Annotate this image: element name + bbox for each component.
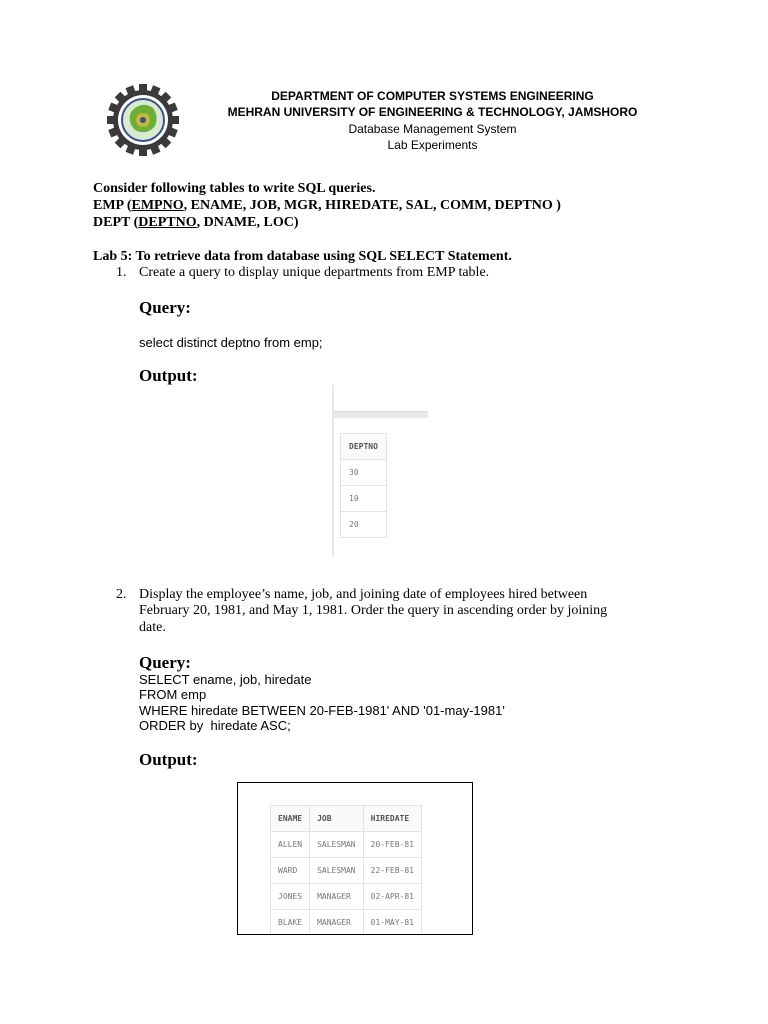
emp-schema: EMP (EMPNO, ENAME, JOB, MGR, HIREDATE, SAL, COMM, DEPTNO ): [93, 198, 561, 213]
table-cell: 01-MAY-81: [363, 910, 421, 936]
table-row: [341, 486, 387, 512]
lab-subtitle: Lab Experiments: [387, 138, 478, 152]
q1-output-screenshot: [332, 385, 428, 557]
q2-query-line: SELECT ename, job, hiredate: [139, 672, 312, 687]
table-row: [341, 512, 387, 538]
q1-query: select distinct deptno from emp;: [139, 335, 323, 350]
column-header-hiredate: HIREDATE: [363, 806, 421, 832]
column-header-job: JOB: [310, 806, 364, 832]
q2-result-table: [270, 805, 422, 935]
university-logo-icon: [105, 82, 181, 158]
table-cell: MANAGER: [310, 910, 364, 936]
dept-schema: DEPT (DEPTNO, DNAME, LOC): [93, 215, 299, 230]
q1-text: Create a query to display unique departments from EMP table.: [139, 265, 490, 280]
table-header-row: [341, 434, 387, 460]
table-row: [271, 910, 422, 936]
q2-query-line: FROM emp: [139, 687, 207, 702]
table-cell: 22-FEB-81: [363, 858, 421, 884]
table-cell: SALESMAN: [310, 858, 364, 884]
table-cell: BLAKE: [271, 910, 310, 936]
table-cell: 20: [341, 512, 387, 538]
column-header-ename: ENAME: [271, 806, 310, 832]
intro-text: Consider following tables to write SQL queries.: [93, 181, 376, 196]
q1-result-table: [340, 433, 387, 538]
table-row: [271, 858, 422, 884]
department-title: DEPARTMENT OF COMPUTER SYSTEMS ENGINEERING: [271, 89, 594, 103]
table-cell: 30: [341, 460, 387, 486]
table-cell: 02-APR-81: [363, 884, 421, 910]
course-title: Database Management System: [348, 122, 517, 136]
column-header-deptno: DEPTNO: [341, 434, 387, 460]
table-row: [271, 832, 422, 858]
q2-query-label: Query:: [139, 653, 191, 672]
table-cell: 20-FEB-81: [363, 832, 421, 858]
table-row: [341, 460, 387, 486]
table-row: [271, 884, 422, 910]
q2-output-label: Output:: [139, 750, 198, 769]
q2-text-line1: Display the employee’s name, job, and joining date of employees hired between: [139, 587, 588, 602]
table-cell: SALESMAN: [310, 832, 364, 858]
table-cell: JONES: [271, 884, 310, 910]
q1-number: 1.: [116, 265, 127, 280]
table-header-row: [271, 806, 422, 832]
q1-query-label: Query:: [139, 298, 191, 317]
q2-query-line: WHERE hiredate BETWEEN 20-FEB-1981' AND '01-may-1981': [139, 703, 505, 718]
q2-text-line3: date.: [139, 620, 166, 635]
q2-query-line: ORDER by hiredate ASC;: [139, 718, 291, 733]
lab-title: Lab 5: To retrieve data from database using SQL SELECT Statement.: [93, 249, 512, 264]
table-cell: MANAGER: [310, 884, 364, 910]
university-title: MEHRAN UNIVERSITY OF ENGINEERING & TECHNOLOGY, JAMSHORO: [227, 105, 638, 119]
toolbar-strip: [334, 411, 428, 418]
q2-text-line2: February 20, 1981, and May 1, 1981. Order the query in ascending order by joining: [139, 603, 608, 618]
q2-output-screenshot: [237, 782, 473, 935]
table-cell: ALLEN: [271, 832, 310, 858]
q2-number: 2.: [116, 587, 127, 602]
table-cell: WARD: [271, 858, 310, 884]
q1-output-label: Output:: [139, 366, 198, 385]
table-cell: 10: [341, 486, 387, 512]
